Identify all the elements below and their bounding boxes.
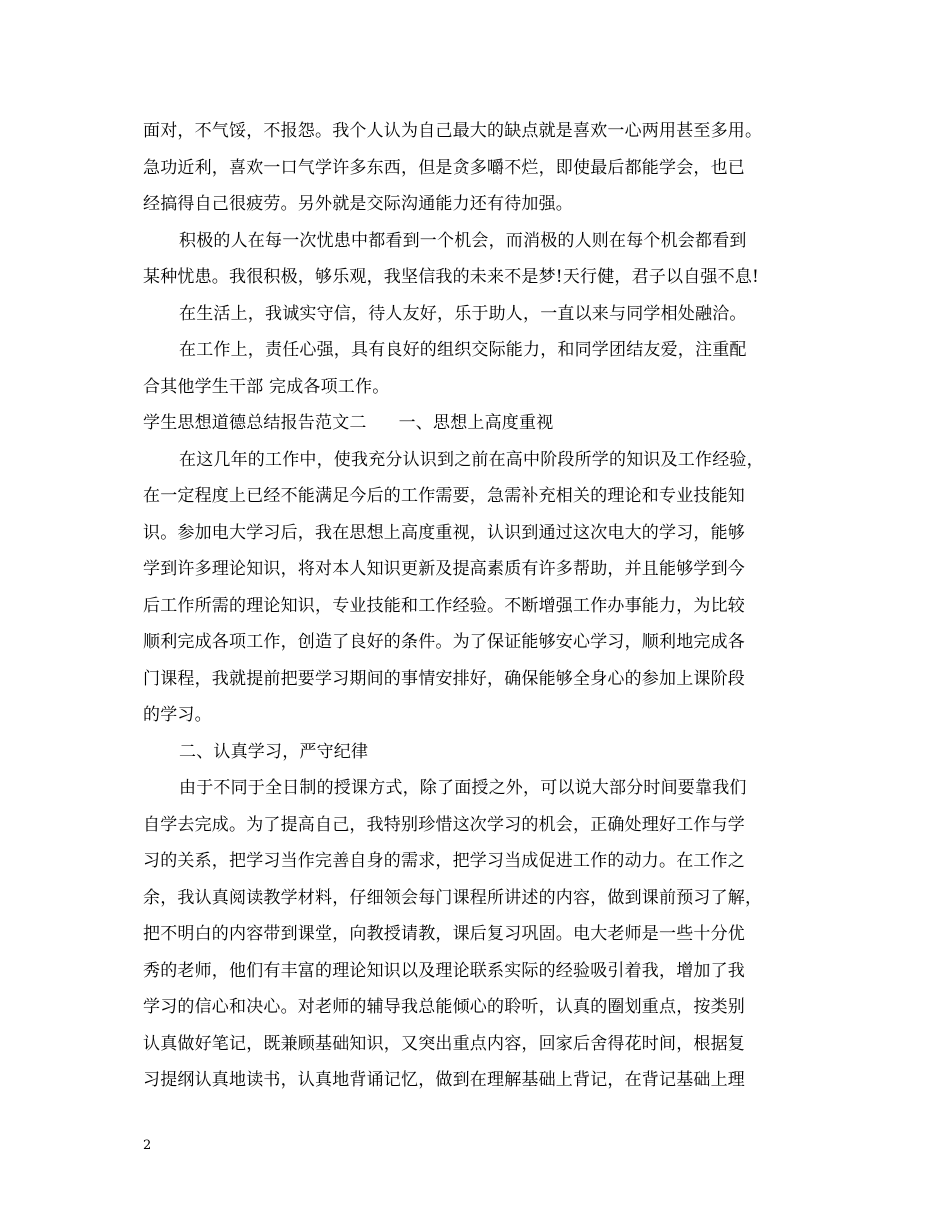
- text-line: [143, 697, 823, 734]
- text-line-content: 认真做好笔记，既兼顾基础知识，又突出重点内容，回家后舍得花时间，根据复: [143, 1033, 745, 1054]
- page-number: 2: [143, 1138, 152, 1153]
- text-line-content: 积极的人在每一次忧患中都看到一个机会，而消极的人则在每个机会都看到: [179, 230, 747, 251]
- text-line-content: 后工作所需的理论知识，专业技能和工作经验。不断增强工作办事能力，为比较: [143, 595, 745, 616]
- text-line-content: 面对，不气馁，不报怨。我个人认为自己最大的缺点就是喜欢一心两用甚至多用。: [143, 121, 763, 141]
- text-line-content: 学生思想道德总结报告范文二: [143, 413, 367, 433]
- text-line-content: 秀的老师，他们有丰富的理论知识以及理论联系实际的经验吸引着我，增加了我: [143, 960, 745, 981]
- text-line-content: 二、认真学习，严守纪律: [179, 741, 369, 762]
- text-line-content: 顺利完成各项工作，创造了良好的条件。为了保证能够安心学习，顺利地完成各: [143, 632, 745, 652]
- text-line-content: 急功近利，喜欢一口气学许多东西，但是贪多嚼不烂，即使最后都能学会，也已: [143, 157, 745, 178]
- text-line-content: 余，我认真阅读教学材料，仔细领会每门课程所讲述的内容，做到课前预习了解，: [143, 887, 763, 908]
- text-line: [143, 770, 823, 807]
- body-text: [143, 113, 823, 1099]
- text-line-content: 学习的信心和决心。对老师的辅导我总能倾心的聆听，认真的圈划重点，按类别: [143, 997, 745, 1017]
- text-line-content: 自学去完成。为了提高自己，我特别珍惜这次学习的机会，正确处理好工作与学: [143, 814, 745, 835]
- text-line-content: 在工作上，责任心强，具有良好的组织交际能力，和同学团结友爱，注重配: [179, 340, 747, 360]
- text-line-content: 在这几年的工作中，使我充分认识到之前在高中阶段所学的知识及工作经验，: [179, 449, 764, 470]
- text-line: [143, 807, 823, 844]
- text-line: [143, 150, 823, 187]
- text-line-content: 由于不同于全日制的授课方式，除了面授之外，可以说大部分时间要靠我们: [179, 778, 747, 798]
- text-line: [143, 843, 823, 880]
- text-line: [143, 1026, 823, 1063]
- text-line: [143, 113, 823, 150]
- text-line-content: 在生活上，我诚实守信，待人友好，乐于助人，一直以来与同学相处融洽。: [179, 303, 747, 324]
- text-line: [143, 624, 823, 661]
- text-line: [143, 405, 823, 442]
- text-line-content: 学到许多理论知识，将对本人知识更新及提高素质有许多帮助，并且能够学到今: [143, 559, 745, 579]
- text-line-content: 识。参加电大学习后，我在思想上高度重视，认识到通过这次电大的学习，能够: [143, 522, 745, 543]
- text-line-content: 习提纲认真地读书，认真地背诵记忆，做到在理解基础上背记，在背记基础上理: [143, 1070, 745, 1090]
- text-line: [143, 478, 823, 515]
- text-line-content: 把不明白的内容带到课堂，向教授请教，课后复习巩固。电大老师是一些十分优: [143, 924, 745, 944]
- text-line: [143, 989, 823, 1026]
- text-line: [143, 442, 823, 479]
- text-line: [143, 953, 823, 990]
- text-line: [143, 588, 823, 625]
- text-line: [143, 1062, 823, 1099]
- text-line: [143, 661, 823, 698]
- text-line-content: 经搞得自己很疲劳。另外就是交际沟通能力还有待加强。: [143, 194, 573, 214]
- text-line: [143, 223, 823, 260]
- text-line: [143, 369, 823, 406]
- text-line-content: 习的关系，把学习当作完善自身的需求，把学习当成促进工作的动力。在工作之: [143, 851, 745, 871]
- text-line: [143, 186, 823, 223]
- text-line: [143, 259, 823, 296]
- text-line: [143, 734, 823, 771]
- text-line: [143, 296, 823, 333]
- text-line: [143, 880, 823, 917]
- text-line: [143, 515, 823, 552]
- text-line-content: 某种忧患。我很积极，够乐观，我坚信我的未来不是梦!天行健，君子以自强不息!: [143, 267, 760, 287]
- text-line-content: 门课程，我就提前把要学习期间的事情安排好，确保能够全身心的参加上课阶段: [143, 668, 745, 689]
- text-line: [143, 332, 823, 369]
- text-line-content: 的学习。: [143, 705, 212, 725]
- text-line-content: 在一定程度上已经不能满足今后的工作需要，急需补充相关的理论和专业技能知: [143, 486, 745, 506]
- text-line-content: 合其他学生干部 完成各项工作。: [143, 376, 390, 397]
- text-line: [143, 551, 823, 588]
- text-line: [143, 916, 823, 953]
- section-heading-inline: 一、思想上高度重视: [398, 413, 554, 433]
